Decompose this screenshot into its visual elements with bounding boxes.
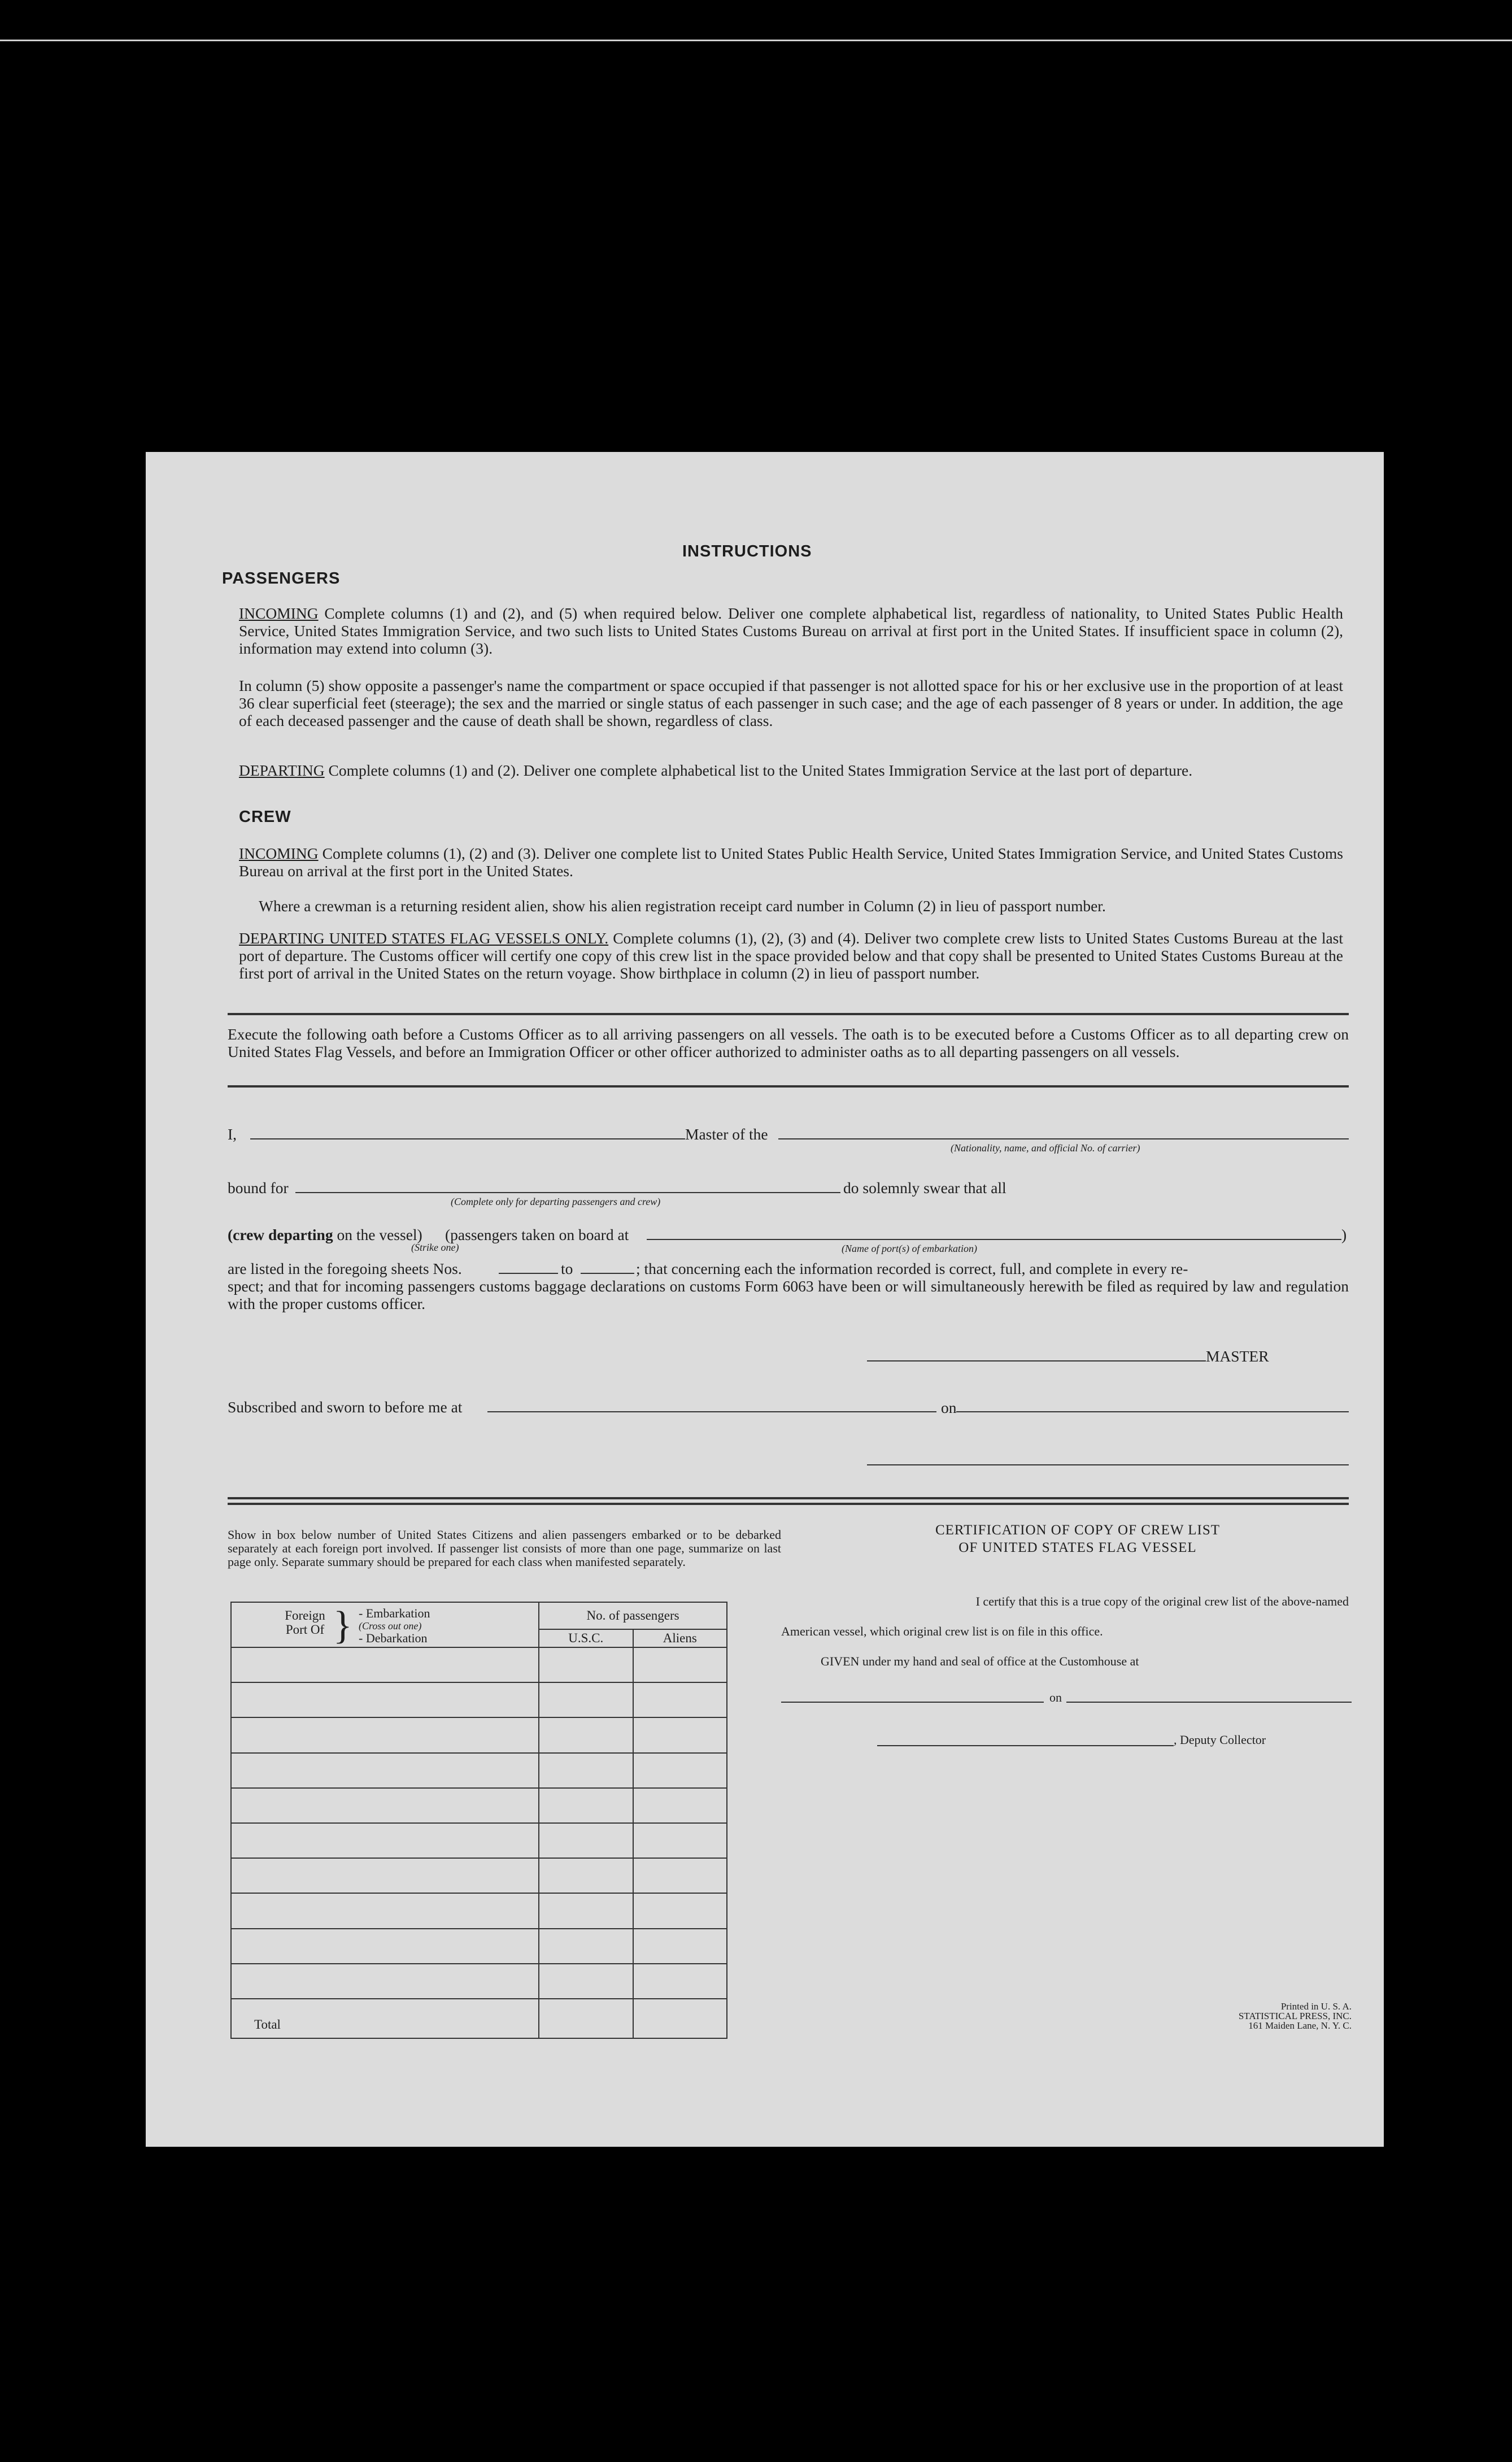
debarkation-option[interactable]: - Debarkation <box>359 1631 428 1645</box>
table-row <box>231 1717 727 1752</box>
aliens-header: Aliens <box>633 1629 727 1647</box>
divider <box>228 1497 1349 1499</box>
table-row <box>231 1753 727 1788</box>
sheet-from-field[interactable] <box>499 1273 558 1274</box>
port-cell[interactable] <box>231 1893 539 1928</box>
port-cell[interactable] <box>231 1929 539 1964</box>
port-type-options <box>359 1607 430 1645</box>
usc-cell[interactable] <box>539 1823 633 1858</box>
port-cell[interactable] <box>231 1647 539 1682</box>
printer-line2: STATISTICAL PRESS, INC. <box>1238 2011 1352 2021</box>
port-cell[interactable] <box>231 1964 539 1999</box>
carrier-field[interactable] <box>778 1138 1349 1139</box>
oath-intro: Execute the following oath before a Customs Officer as to all arriving passengers on all vessels. The oath is to be executed before a Customs Officer as to all departing crew on United States Flag Vessels, and before an Immigration Officer or other officer authorized to administer oaths as to all departing passengers on all vessels. <box>228 1025 1349 1060</box>
aliens-cell[interactable] <box>633 1823 727 1858</box>
crew-departing-text: Complete columns (1), (2), (3) and (4). Deliver two complete crew lists to United States Customs Bureau at the last port of departure. The Customs officer will certify one copy of this crew list in the space provided below and that copy shall be presented to United States Customs Bureau at the first port of arrival in the United States on the return voyage. Show birthplace in column (2) in lieu of passport number. <box>239 929 1344 982</box>
crew-departing-text-bold: (crew departing <box>228 1226 333 1243</box>
sheet-to-field[interactable] <box>581 1273 634 1274</box>
passengers-incoming-label: INCOMING <box>239 604 319 622</box>
carrier-caption: (Nationality, name, and official No. of carrier) <box>951 1142 1140 1154</box>
do-swear-text: do solemnly swear that all <box>843 1179 1006 1197</box>
foreign-port-label: Foreign Port Of <box>285 1608 325 1637</box>
crew-resident-text: Where a crewman is a returning resident alien, show his alien registration receipt card number in Column (2) in lieu of passport number. <box>259 897 1106 915</box>
film-edge-line <box>0 40 1512 41</box>
printer-line1: Printed in U. S. A. <box>1280 2001 1352 2012</box>
divider <box>228 1503 1349 1505</box>
aliens-cell[interactable] <box>633 1647 727 1682</box>
table-row <box>231 1893 727 1928</box>
master-name-field[interactable] <box>250 1138 685 1139</box>
listed-text-c: spect; and that for incoming passengers customs baggage declarations on customs Form 6063 have been or will simultaneously herewith be filed as required by law and regulation with the proper customs officer. <box>228 1277 1349 1312</box>
form-page <box>146 452 1384 2147</box>
passengers-departing-text: Complete columns (1) and (2). Deliver one complete alphabetical list to the United States Immigration Service at the last port of departure. <box>328 762 1193 779</box>
master-label: MASTER <box>1206 1347 1269 1365</box>
certification-title-line1: CERTIFICATION OF COPY OF CREW LIST <box>935 1523 1221 1538</box>
instructions-title: INSTRUCTIONS <box>682 542 812 560</box>
passengers-departing <box>239 762 1343 779</box>
port-cell[interactable] <box>231 1717 539 1752</box>
certification-text3: GIVEN under my hand and seal of office at the Customhouse at <box>821 1654 1139 1668</box>
embarkation-option[interactable]: - Embarkation <box>359 1606 430 1620</box>
table-row <box>231 1647 727 1682</box>
aliens-cell[interactable] <box>633 1717 727 1752</box>
table-row <box>231 1682 727 1717</box>
passengers-incoming-text: Complete columns (1) and (2), and (5) when required below. Deliver one complete alphabetical list, regardless of nationality, to United States Public Health Service, United States Immigration Service, and two such lists to United States Customs Bureau on arrival at first port in the United States. If insufficient space in column (2), information may extend into column (3). <box>239 604 1344 657</box>
usc-cell[interactable] <box>539 1964 633 1999</box>
deputy-collector-signature[interactable] <box>877 1745 1174 1746</box>
usc-total-cell[interactable] <box>539 1999 633 2038</box>
aliens-cell[interactable] <box>633 1858 727 1893</box>
bound-for-field[interactable] <box>295 1192 840 1193</box>
crew-incoming-text: Complete columns (1), (2) and (3). Deliver one complete list to United States Public Health Service, United States Immigration Service, and United States Customs Bureau on arrival at the first port in the United States. <box>239 845 1344 880</box>
ports-caption: (Name of port(s) of embarkation) <box>842 1243 977 1254</box>
aliens-cell[interactable] <box>633 1753 727 1788</box>
subscribed-label: Subscribed and sworn to before me at <box>228 1398 463 1416</box>
crew-heading: CREW <box>239 808 291 826</box>
certification-date-field[interactable] <box>1066 1702 1352 1703</box>
listed-text-b: ; that concerning each the information recorded is correct, full, and complete in every re- <box>636 1260 1188 1277</box>
passengers-taken-option[interactable]: (passengers taken on board at <box>445 1226 629 1243</box>
crew-incoming <box>239 845 1343 880</box>
crew-departing-option[interactable] <box>228 1226 422 1243</box>
sworn-place-field[interactable] <box>487 1411 936 1412</box>
table-row <box>231 1788 727 1823</box>
sworn-date-field[interactable] <box>956 1411 1349 1412</box>
printer-line3: 161 Maiden Lane, N. Y. C. <box>1248 2020 1352 2031</box>
ports-field[interactable] <box>647 1239 1341 1240</box>
cross-out-caption: (Cross out one) <box>359 1620 422 1632</box>
port-cell[interactable] <box>231 1823 539 1858</box>
passenger-summary-table <box>230 1602 727 2039</box>
certification-text2: American vessel, which original crew list is on file in this office. <box>781 1624 1103 1638</box>
passengers-column5-text: In column (5) show opposite a passenger's name the compartment or space occupied if that passenger is not allotted space for his or her exclusive use in the proportion of at least 36 clear superficial feet (steerage); the sex and the married or single status of each passenger in such case; and the age of each passenger of 8 years or under. In addition, the age of each deceased passenger and the cause of death shall be shown, regardless of class. <box>239 677 1343 729</box>
table-row <box>231 1823 727 1858</box>
brace-glyph: } <box>333 1604 352 1647</box>
certification-title-line2: OF UNITED STATES FLAG VESSEL <box>958 1540 1197 1555</box>
port-cell[interactable] <box>231 1753 539 1788</box>
aliens-total-cell[interactable] <box>633 1999 727 2038</box>
master-of-the-label: Master of the <box>685 1125 768 1143</box>
usc-cell[interactable] <box>539 1682 633 1717</box>
aliens-cell[interactable] <box>633 1682 727 1717</box>
bound-for-label: bound for <box>228 1179 289 1197</box>
usc-cell[interactable] <box>539 1858 633 1893</box>
divider <box>228 1085 1349 1088</box>
crew-departing <box>239 929 1343 982</box>
usc-cell[interactable] <box>539 1647 633 1682</box>
on-the-vessel-text: on the vessel) <box>337 1226 422 1243</box>
strike-one-caption: (Strike one) <box>411 1242 459 1253</box>
port-cell[interactable] <box>231 1858 539 1893</box>
passengers-departing-label: DEPARTING <box>239 762 325 779</box>
certification-title <box>812 1521 1343 1556</box>
aliens-cell[interactable] <box>633 1929 727 1964</box>
officer-signature-field[interactable] <box>867 1464 1349 1465</box>
port-cell[interactable] <box>231 1788 539 1823</box>
total-row <box>231 1999 727 2038</box>
listed-sheets-label: are listed in the foregoing sheets Nos. <box>228 1260 462 1277</box>
aliens-cell[interactable] <box>633 1964 727 1999</box>
port-cell[interactable] <box>231 1682 539 1717</box>
summary-instruction: Show in box below number of United States Citizens and alien passengers embarked or to be debarked separately at each foreign port involved. If passenger list consists of more than one page, summarize on last page only. Separate summary should be prepared for each class when manifested separately. <box>228 1528 781 1569</box>
oath-i-label: I, <box>228 1125 237 1143</box>
passengers-heading: PASSENGERS <box>222 569 341 588</box>
listed-to-label: to <box>561 1260 573 1277</box>
crew-departing-label: DEPARTING UNITED STATES FLAG VESSELS ONLY. <box>239 929 609 947</box>
deputy-collector-label: , Deputy Collector <box>1174 1733 1266 1747</box>
passengers-incoming <box>239 604 1343 657</box>
usc-cell[interactable] <box>539 1893 633 1928</box>
divider <box>228 1013 1349 1015</box>
customhouse-field[interactable] <box>781 1702 1044 1703</box>
sworn-on-label: on <box>941 1399 957 1416</box>
usc-cell[interactable] <box>539 1788 633 1823</box>
table-row <box>231 1858 727 1893</box>
table-row <box>231 1964 727 1999</box>
usc-cell[interactable] <box>539 1717 633 1752</box>
table-row <box>231 1929 727 1964</box>
certification-on-label: on <box>1049 1690 1062 1704</box>
foreign-port-header <box>231 1602 539 1647</box>
usc-cell[interactable] <box>539 1753 633 1788</box>
close-paren: ) <box>1341 1226 1347 1243</box>
printer-imprint <box>1106 2002 1352 2030</box>
aliens-cell[interactable] <box>633 1788 727 1823</box>
no-of-passengers-header: No. of passengers <box>539 1602 727 1629</box>
bound-for-caption: (Complete only for departing passengers and crew) <box>451 1196 661 1207</box>
usc-cell[interactable] <box>539 1929 633 1964</box>
certification-text1: I certify that this is a true copy of the original crew list of the above-named <box>975 1594 1349 1608</box>
crew-incoming-label: INCOMING <box>239 845 319 862</box>
master-signature-field[interactable] <box>867 1360 1206 1362</box>
total-label: Total <box>231 1999 539 2038</box>
aliens-cell[interactable] <box>633 1893 727 1928</box>
usc-header: U.S.C. <box>539 1629 633 1647</box>
